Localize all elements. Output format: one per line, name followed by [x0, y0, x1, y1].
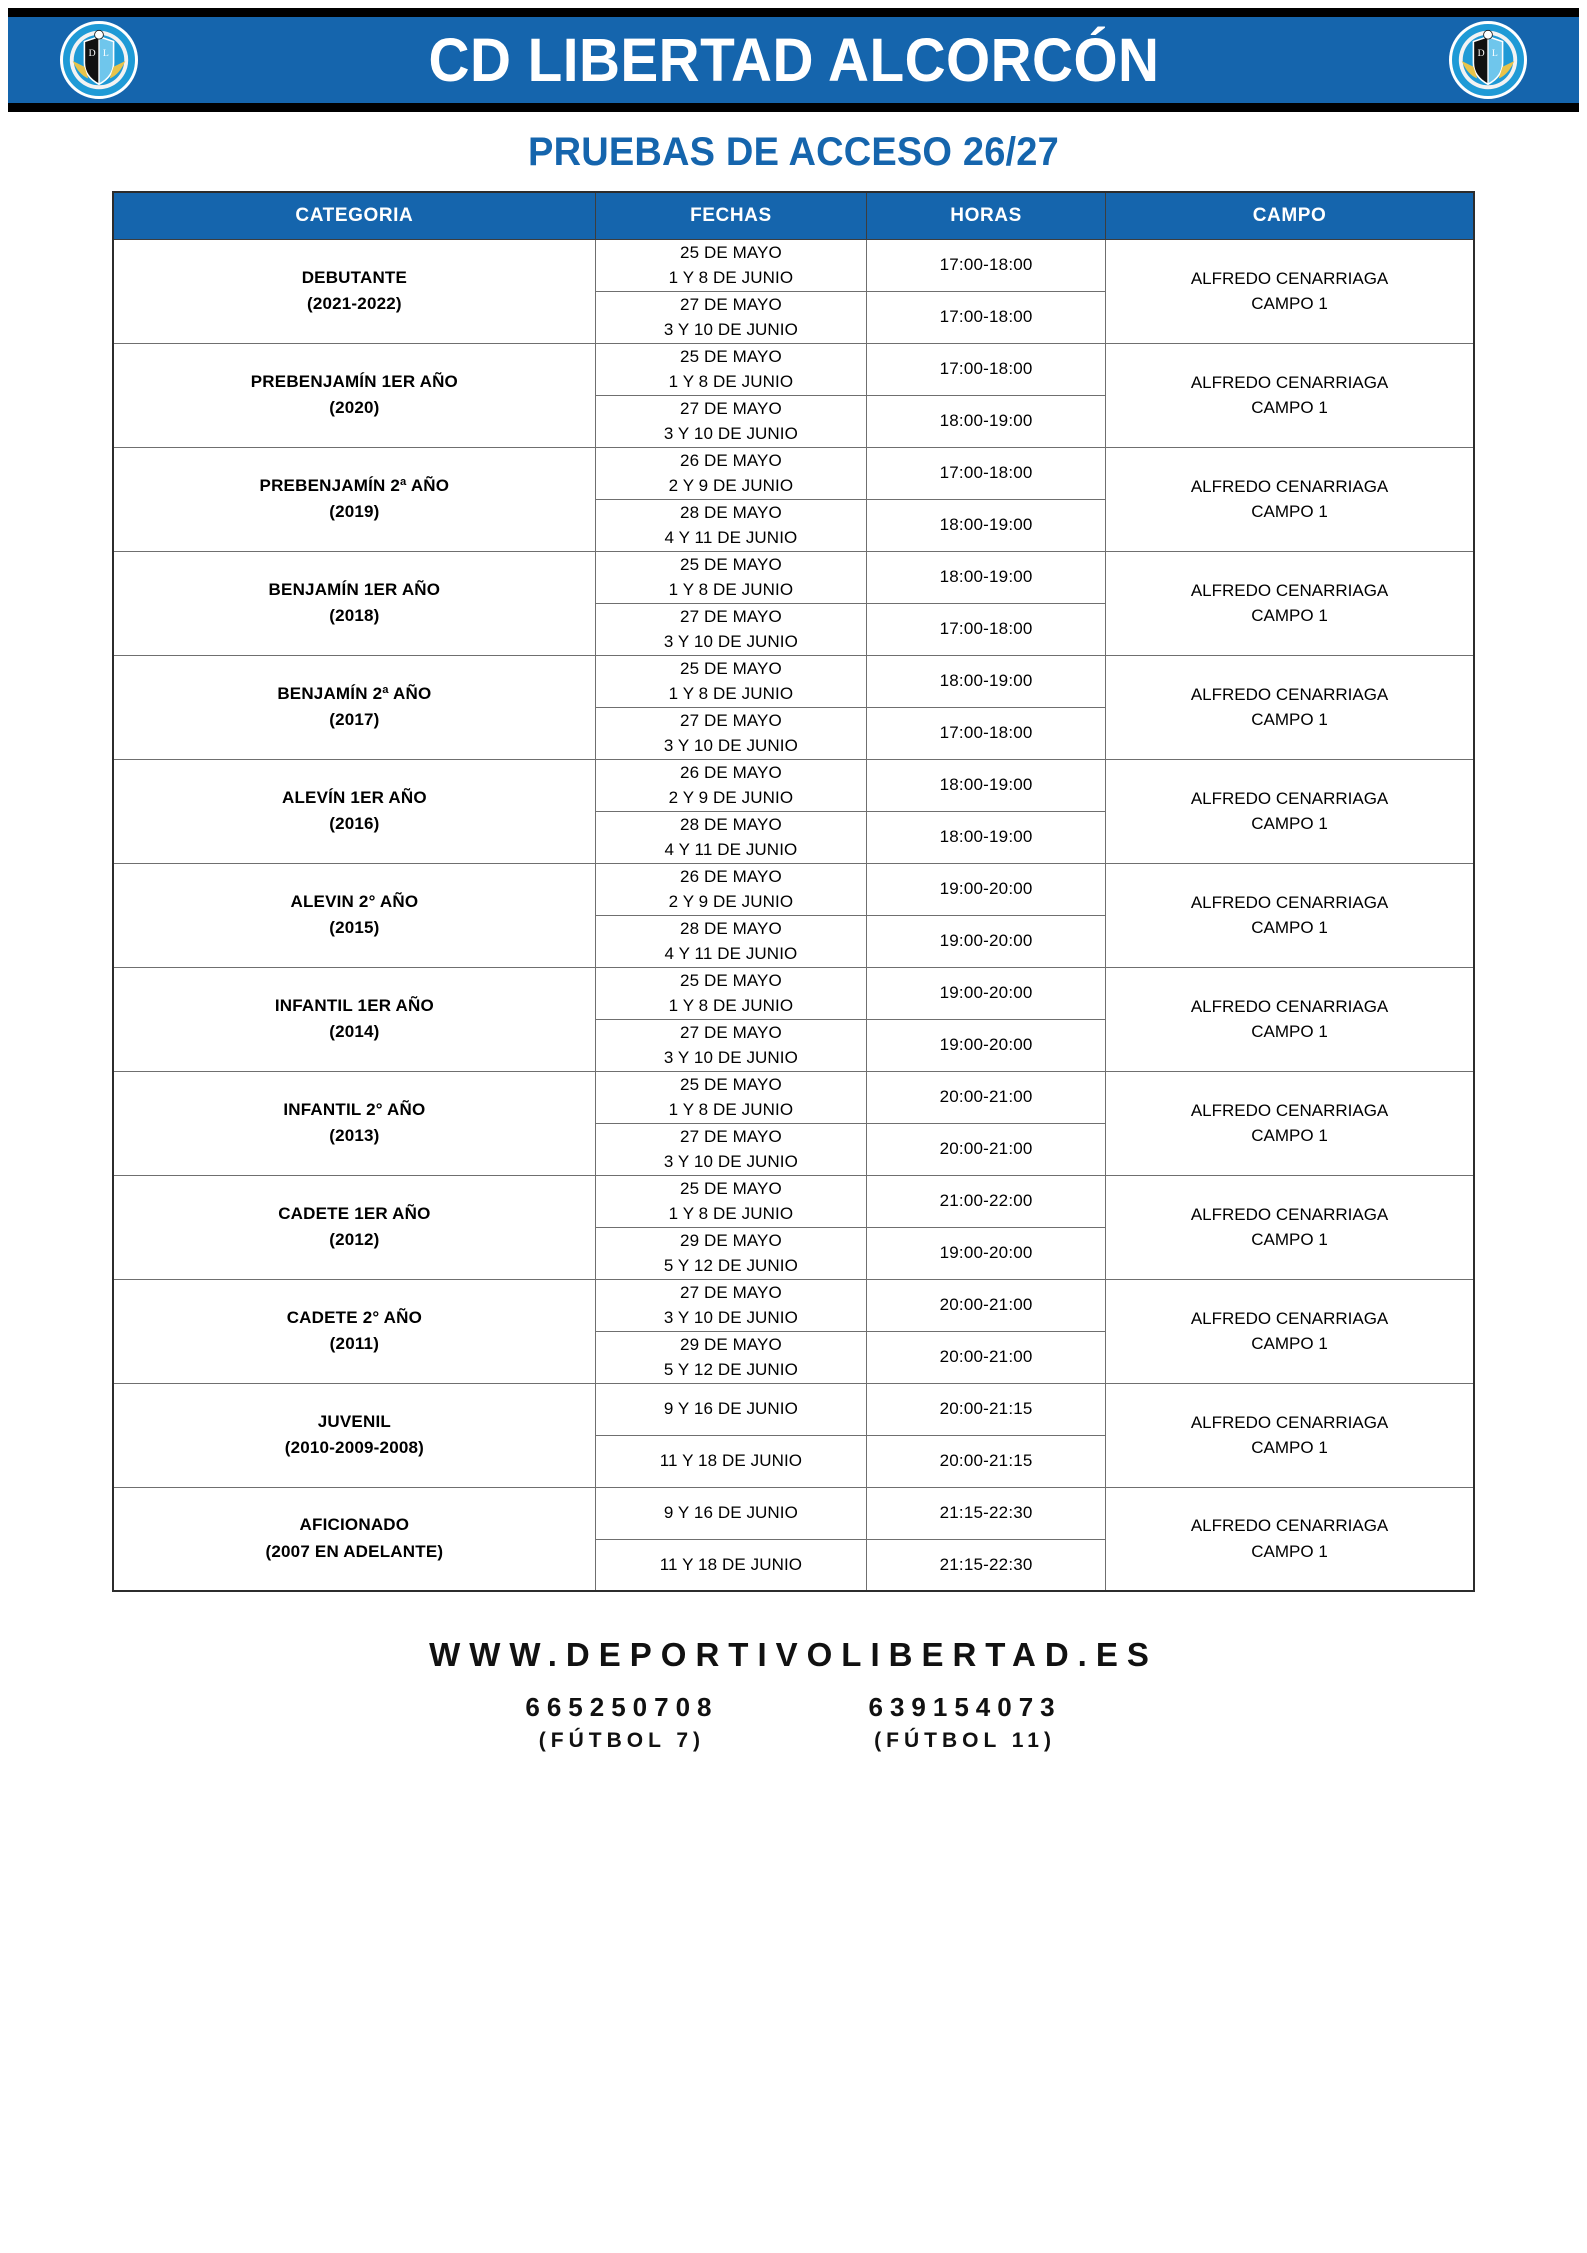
fecha-line-2: 5 Y 12 DE JUNIO — [663, 1360, 798, 1379]
cell-campo — [1106, 447, 1474, 551]
cell-campo — [1106, 1279, 1474, 1383]
cell-fechas — [595, 915, 866, 967]
campo-line-2: CAMPO 1 — [1251, 294, 1328, 313]
fecha-line-2: 3 Y 10 DE JUNIO — [663, 1152, 798, 1171]
campo-line-2: CAMPO 1 — [1251, 398, 1328, 417]
cell-horas: 17:00-18:00 — [867, 603, 1106, 655]
column-header-campo: CAMPO — [1106, 192, 1474, 239]
svg-text:L: L — [1491, 48, 1498, 60]
categoria-years: (2021-2022) — [306, 294, 402, 313]
table-header — [113, 192, 1474, 239]
fecha-line-1: 9 Y 16 DE JUNIO — [663, 1503, 798, 1523]
table-body — [113, 239, 1474, 1591]
categoria-name: BENJAMÍN 1ER AÑO — [268, 579, 441, 599]
categoria-years: (2014) — [329, 1022, 380, 1041]
categoria-name: AFICIONADO — [299, 1515, 410, 1535]
fecha-line-1: 28 DE MAYO — [680, 502, 782, 522]
svg-text:D: D — [88, 48, 96, 60]
fecha-line-2: 1 Y 8 DE JUNIO — [668, 372, 794, 391]
club-crest-left — [60, 21, 138, 99]
campo-line-1: ALFREDO CENARRIAGA — [1190, 1308, 1389, 1328]
fecha-line-2: 5 Y 12 DE JUNIO — [663, 1256, 798, 1275]
cell-fechas — [595, 551, 866, 603]
table-row — [113, 239, 1474, 291]
cell-fechas — [595, 1071, 866, 1123]
phone-label-futbol-11: (FÚTBOL 11) — [874, 1729, 1056, 1752]
fecha-line-1: 27 DE MAYO — [680, 294, 782, 314]
campo-line-2: CAMPO 1 — [1251, 1541, 1328, 1561]
cell-horas: 18:00-19:00 — [867, 395, 1106, 447]
cell-horas: 17:00-18:00 — [867, 707, 1106, 759]
campo-line-2: CAMPO 1 — [1251, 606, 1328, 625]
cell-horas: 18:00-19:00 — [867, 811, 1106, 863]
fecha-line-2: 1 Y 8 DE JUNIO — [668, 996, 794, 1015]
svg-text:L: L — [102, 48, 109, 60]
table-row — [113, 1487, 1474, 1539]
table-row — [113, 1279, 1474, 1331]
cell-horas: 19:00-20:00 — [867, 915, 1106, 967]
fecha-line-1: 26 DE MAYO — [680, 866, 782, 886]
cell-categoria — [113, 343, 595, 447]
cell-categoria — [113, 759, 595, 863]
campo-line-2: CAMPO 1 — [1251, 502, 1328, 521]
cell-fechas — [595, 967, 866, 1019]
cell-horas: 19:00-20:00 — [867, 1019, 1106, 1071]
cell-campo — [1106, 967, 1474, 1071]
campo-line-1: ALFREDO CENARRIAGA — [1190, 996, 1389, 1016]
fecha-line-2: 1 Y 8 DE JUNIO — [668, 580, 794, 599]
campo-line-2: CAMPO 1 — [1251, 1022, 1328, 1041]
table-row — [113, 447, 1474, 499]
cell-campo — [1106, 655, 1474, 759]
categoria-years: (2007 EN ADELANTE) — [265, 1541, 444, 1561]
cell-horas: 20:00-21:15 — [867, 1435, 1106, 1487]
cell-categoria — [113, 1071, 595, 1175]
cell-categoria — [113, 967, 595, 1071]
cell-campo — [1106, 1487, 1474, 1591]
cell-fechas — [595, 1383, 866, 1435]
fecha-line-1: 25 DE MAYO — [680, 1178, 782, 1198]
cell-fechas — [595, 1019, 866, 1071]
fecha-line-1: 27 DE MAYO — [680, 606, 782, 626]
cell-horas: 17:00-18:00 — [867, 343, 1106, 395]
campo-line-1: ALFREDO CENARRIAGA — [1190, 268, 1389, 288]
svg-text:D: D — [1477, 48, 1485, 60]
cell-fechas — [595, 1227, 866, 1279]
table-row — [113, 863, 1474, 915]
cell-horas: 21:00-22:00 — [867, 1175, 1106, 1227]
fecha-line-1: 29 DE MAYO — [680, 1230, 782, 1250]
cell-horas: 19:00-20:00 — [867, 863, 1106, 915]
table-row — [113, 759, 1474, 811]
cell-categoria — [113, 447, 595, 551]
fecha-line-1: 26 DE MAYO — [680, 450, 782, 470]
fecha-line-2: 4 Y 11 DE JUNIO — [664, 944, 798, 963]
campo-line-2: CAMPO 1 — [1251, 1230, 1328, 1249]
categoria-name: CADETE 1ER AÑO — [278, 1203, 431, 1223]
categoria-name: ALEVIN 2° AÑO — [290, 891, 419, 911]
fecha-line-2: 3 Y 10 DE JUNIO — [663, 1308, 798, 1327]
cell-fechas — [595, 1539, 866, 1591]
campo-line-1: ALFREDO CENARRIAGA — [1190, 1516, 1389, 1536]
campo-line-1: ALFREDO CENARRIAGA — [1190, 788, 1389, 808]
cell-categoria — [113, 551, 595, 655]
cell-fechas — [595, 1435, 866, 1487]
categoria-name: JUVENIL — [317, 1411, 391, 1431]
cell-fechas — [595, 863, 866, 915]
fecha-line-1: 25 DE MAYO — [680, 554, 782, 574]
cell-horas: 17:00-18:00 — [867, 447, 1106, 499]
table-row — [113, 343, 1474, 395]
cell-fechas — [595, 291, 866, 343]
website-text: WWW.DEPORTIVOLIBERTAD.ES — [429, 1636, 1158, 1673]
campo-line-1: ALFREDO CENARRIAGA — [1190, 476, 1389, 496]
fecha-line-2: 3 Y 10 DE JUNIO — [663, 632, 798, 651]
campo-line-2: CAMPO 1 — [1251, 710, 1328, 729]
campo-line-1: ALFREDO CENARRIAGA — [1190, 892, 1389, 912]
categoria-years: (2013) — [329, 1126, 380, 1145]
cell-campo — [1106, 1175, 1474, 1279]
cell-horas: 20:00-21:15 — [867, 1383, 1106, 1435]
categoria-years: (2011) — [329, 1334, 380, 1353]
fecha-line-1: 27 DE MAYO — [680, 710, 782, 730]
cell-campo — [1106, 1071, 1474, 1175]
cell-campo — [1106, 759, 1474, 863]
campo-line-1: ALFREDO CENARRIAGA — [1190, 1204, 1389, 1224]
fecha-line-1: 25 DE MAYO — [680, 1074, 782, 1094]
fecha-line-2: 2 Y 9 DE JUNIO — [668, 892, 794, 911]
club-crest-right — [1449, 21, 1527, 99]
categoria-name: DEBUTANTE — [301, 267, 408, 287]
cell-fechas — [595, 239, 866, 291]
campo-line-2: CAMPO 1 — [1251, 814, 1328, 833]
cell-fechas — [595, 655, 866, 707]
table-row — [113, 967, 1474, 1019]
fecha-line-1: 27 DE MAYO — [680, 1126, 782, 1146]
cell-fechas — [595, 1123, 866, 1175]
phone-number-futbol-11: 639154073 — [868, 1692, 1062, 1722]
campo-line-2: CAMPO 1 — [1251, 1438, 1328, 1457]
categoria-years: (2012) — [329, 1230, 380, 1249]
fecha-line-2: 3 Y 10 DE JUNIO — [663, 736, 798, 755]
categoria-name: PREBENJAMÍN 1ER AÑO — [250, 371, 458, 391]
cell-fechas — [595, 499, 866, 551]
campo-line-1: ALFREDO CENARRIAGA — [1190, 580, 1389, 600]
categoria-name: INFANTIL 2° AÑO — [283, 1099, 426, 1119]
cell-fechas — [595, 603, 866, 655]
column-header-horas: HORAS — [867, 192, 1106, 239]
header-banner — [8, 8, 1579, 112]
cell-campo — [1106, 1383, 1474, 1487]
cell-horas: 19:00-20:00 — [867, 967, 1106, 1019]
fecha-line-2: 1 Y 8 DE JUNIO — [668, 268, 794, 287]
fecha-line-2: 3 Y 10 DE JUNIO — [663, 424, 798, 443]
cell-campo — [1106, 551, 1474, 655]
column-header-categoria: CATEGORIA — [113, 192, 595, 239]
fecha-line-2: 4 Y 11 DE JUNIO — [664, 528, 798, 547]
fecha-line-1: 28 DE MAYO — [680, 814, 782, 834]
categoria-years: (2020) — [329, 398, 380, 417]
cell-categoria — [113, 1175, 595, 1279]
cell-fechas — [595, 707, 866, 759]
campo-line-1: ALFREDO CENARRIAGA — [1190, 684, 1389, 704]
phone-number-futbol-7: 665250708 — [525, 1692, 719, 1722]
categoria-name: BENJAMÍN 2ª AÑO — [277, 683, 432, 703]
fecha-line-1: 25 DE MAYO — [680, 658, 782, 678]
cell-horas: 18:00-19:00 — [867, 499, 1106, 551]
fecha-line-1: 25 DE MAYO — [680, 242, 782, 262]
phone-block-futbol-7 — [525, 1692, 718, 1753]
cell-categoria — [113, 655, 595, 759]
fecha-line-1: 9 Y 16 DE JUNIO — [663, 1399, 798, 1419]
cell-campo — [1106, 343, 1474, 447]
categoria-years: (2018) — [329, 606, 380, 625]
cell-fechas — [595, 811, 866, 863]
cell-horas: 20:00-21:00 — [867, 1123, 1106, 1175]
campo-line-2: CAMPO 1 — [1251, 1334, 1328, 1353]
fecha-line-2: 3 Y 10 DE JUNIO — [663, 1048, 798, 1067]
page-title: CD LIBERTAD ALCORCÓN — [428, 25, 1159, 94]
table-row — [113, 551, 1474, 603]
cell-fechas — [595, 1175, 866, 1227]
cell-categoria — [113, 863, 595, 967]
cell-horas: 18:00-19:00 — [867, 759, 1106, 811]
table-row — [113, 1175, 1474, 1227]
fecha-line-1: 25 DE MAYO — [680, 346, 782, 366]
fecha-line-2: 1 Y 8 DE JUNIO — [668, 684, 794, 703]
table-row — [113, 1383, 1474, 1435]
fecha-line-1: 29 DE MAYO — [680, 1334, 782, 1354]
cell-fechas — [595, 343, 866, 395]
categoria-name: INFANTIL 1ER AÑO — [274, 995, 434, 1015]
categoria-years: (2015) — [329, 918, 380, 937]
campo-line-1: ALFREDO CENARRIAGA — [1190, 1412, 1389, 1432]
table-row — [113, 655, 1474, 707]
campo-line-1: ALFREDO CENARRIAGA — [1190, 372, 1389, 392]
categoria-years: (2019) — [329, 502, 380, 521]
cell-horas: 17:00-18:00 — [867, 291, 1106, 343]
cell-fechas — [595, 1331, 866, 1383]
cell-horas: 21:15-22:30 — [867, 1487, 1106, 1539]
fecha-line-1: 11 Y 18 DE JUNIO — [659, 1451, 803, 1471]
categoria-name: CADETE 2° AÑO — [286, 1307, 423, 1327]
campo-line-1: ALFREDO CENARRIAGA — [1190, 1100, 1389, 1120]
cell-horas: 17:00-18:00 — [867, 239, 1106, 291]
fecha-line-1: 27 DE MAYO — [680, 1282, 782, 1302]
table-row — [113, 1071, 1474, 1123]
cell-fechas — [595, 1279, 866, 1331]
schedule-table — [112, 191, 1475, 1592]
fecha-line-2: 1 Y 8 DE JUNIO — [668, 1204, 794, 1223]
cell-fechas — [595, 447, 866, 499]
fecha-line-1: 27 DE MAYO — [680, 1022, 782, 1042]
fecha-line-2: 1 Y 8 DE JUNIO — [668, 1100, 794, 1119]
cell-fechas — [595, 759, 866, 811]
cell-horas: 20:00-21:00 — [867, 1331, 1106, 1383]
footer — [0, 1636, 1587, 1753]
cell-campo — [1106, 863, 1474, 967]
phone-list — [0, 1692, 1587, 1753]
cell-categoria — [113, 1487, 595, 1591]
campo-line-2: CAMPO 1 — [1251, 918, 1328, 937]
categoria-name: PREBENJAMÍN 2ª AÑO — [259, 475, 450, 495]
fecha-line-2: 2 Y 9 DE JUNIO — [668, 788, 794, 807]
phone-label-futbol-7: (FÚTBOL 7) — [538, 1729, 706, 1752]
categoria-years: (2017) — [329, 710, 380, 729]
schedule-table-container — [112, 191, 1475, 1592]
column-header-fechas: FECHAS — [595, 192, 866, 239]
fecha-line-2: 4 Y 11 DE JUNIO — [664, 840, 798, 859]
cell-campo — [1106, 239, 1474, 343]
cell-horas: 20:00-21:00 — [867, 1071, 1106, 1123]
campo-line-2: CAMPO 1 — [1251, 1126, 1328, 1145]
fecha-line-2: 2 Y 9 DE JUNIO — [668, 476, 794, 495]
fecha-line-2: 3 Y 10 DE JUNIO — [663, 320, 798, 339]
fecha-line-1: 25 DE MAYO — [680, 970, 782, 990]
fecha-line-1: 11 Y 18 DE JUNIO — [659, 1555, 803, 1574]
categoria-years: (2016) — [329, 814, 380, 833]
cell-fechas — [595, 1487, 866, 1539]
fecha-line-1: 27 DE MAYO — [680, 398, 782, 418]
cell-horas: 18:00-19:00 — [867, 655, 1106, 707]
table-header-row — [113, 192, 1474, 239]
page-subtitle: PRUEBAS DE ACCESO 26/27 — [528, 130, 1059, 174]
fecha-line-1: 26 DE MAYO — [680, 762, 782, 782]
cell-fechas — [595, 395, 866, 447]
cell-horas: 19:00-20:00 — [867, 1227, 1106, 1279]
categoria-name: ALEVÍN 1ER AÑO — [281, 787, 427, 807]
cell-categoria — [113, 1383, 595, 1487]
cell-categoria — [113, 239, 595, 343]
cell-categoria — [113, 1279, 595, 1383]
cell-horas: 21:15-22:30 — [867, 1539, 1106, 1591]
phone-block-futbol-11 — [869, 1692, 1062, 1753]
fecha-line-1: 28 DE MAYO — [680, 918, 782, 938]
cell-horas: 20:00-21:00 — [867, 1279, 1106, 1331]
categoria-years: (2010-2009-2008) — [284, 1438, 425, 1457]
cell-horas: 18:00-19:00 — [867, 551, 1106, 603]
